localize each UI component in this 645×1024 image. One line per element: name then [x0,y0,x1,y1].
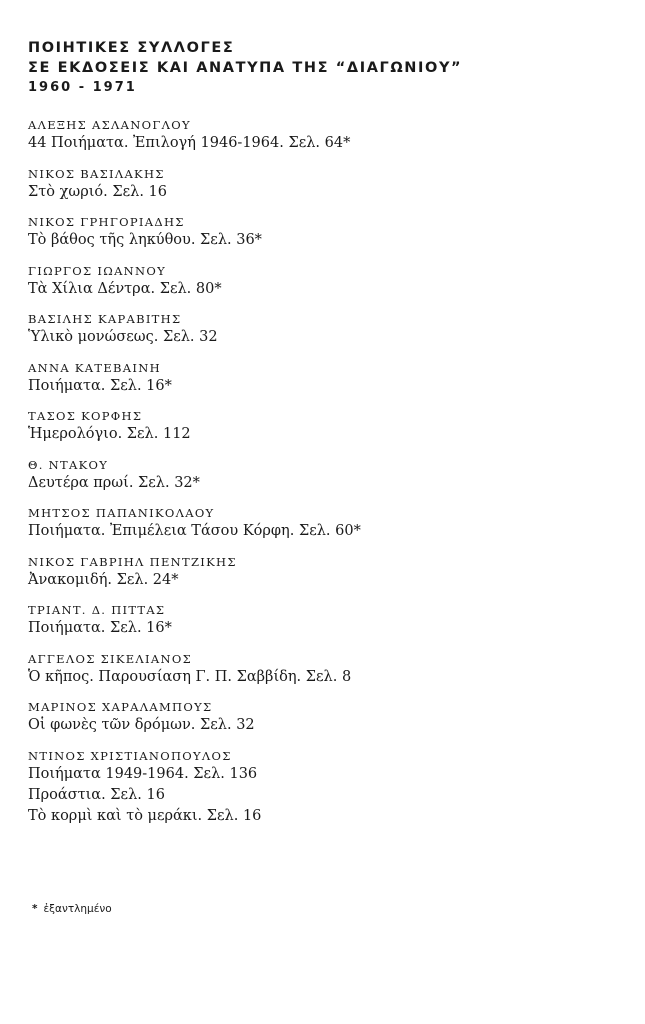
footnote [32,903,112,915]
list-item [28,311,618,348]
work-title: Τὰ Χίλια Δέντρα. Σελ. 80* [28,280,222,297]
list-item [28,117,618,154]
work-title: Προάστια. Σελ. 16 [28,786,165,803]
list-item [28,554,618,591]
author-name: ΤΡΙΑΝΤ. Δ. ΠΙΤΤΑΣ [28,603,166,617]
work-title: Ποιήματα. Ἐπιμέλεια Τάσου Κόρφη. Σελ. 60* [28,523,361,539]
author-name: ΝΙΚΟΣ ΓΑΒΡΙΗΛ ΠΕΝΤΖΙΚΗΣ [28,554,237,569]
heading-years: 1960 - 1971 [28,80,137,95]
author-name: ΜΑΡΙΝΟΣ ΧΑΡΑΛΑΜΠΟΥΣ [28,700,213,714]
work-title: Ποιήματα 1949-1964. Σελ. 136 [28,765,258,782]
list-item [28,748,618,827]
footnote-marker: * [32,903,38,915]
author-name: ΝΙΚΟΣ ΓΡΗΓΟΡΙΑΔΗΣ [28,215,185,229]
list-item [28,505,618,542]
work-title: Ὁ κῆπος. Παρουσίαση Γ. Π. Σαββίδη. Σελ. 8 [28,668,352,685]
work-title: Ποιήματα. Σελ. 16* [28,377,172,394]
heading-subtitle: ΣΕ ΕΚΔΟΣΕΙΣ ΚΑΙ ΑΝΑΤΥΠΑ ΤΗΣ “ΔΙΑΓΩΝΙΟΥ” [28,60,463,76]
work-title: Στὸ χωριό. Σελ. 16 [28,183,168,200]
work-title: Τὸ κορμὶ καὶ τὸ μεράκι. Σελ. 16 [28,807,262,824]
author-name: ΑΝΝΑ ΚΑΤΕΒΑΙΝΗ [28,360,161,375]
publication-list [28,117,618,838]
list-item [28,457,618,494]
work-title: Δευτέρα πρωί. Σελ. 32* [28,474,200,491]
author-name: ΜΗΤΣΟΣ ΠΑΠΑΝΙΚΟΛΑΟΥ [28,506,215,520]
page-heading [28,38,462,98]
list-item [28,408,618,445]
author-name: ΝΤΙΝΟΣ ΧΡΙΣΤΙΑΝΟΠΟΥΛΟΣ [28,748,232,763]
heading-title: ΠΟΙΗΤΙΚΕΣ ΣΥΛΛΟΓΕΣ [28,40,235,56]
list-item [28,360,618,397]
list-item [28,214,618,251]
work-title: Τὸ βάθος τῆς ληκύθου. Σελ. 36* [28,232,262,248]
author-name: ΑΓΓΕΛΟΣ ΣΙΚΕΛΙΑΝΟΣ [28,651,193,666]
author-name: ΒΑΣΙΛΗΣ ΚΑΡΑΒΙΤΗΣ [28,312,182,326]
list-item [28,699,618,736]
list-item [28,166,618,203]
author-name: ΓΙΩΡΓΟΣ ΙΩΑΝΝΟΥ [28,263,167,278]
author-name: ΑΛΕΞΗΣ ΑΣΛΑΝΟΓΛΟΥ [28,118,191,132]
work-title: Οἱ φωνὲς τῶν δρόμων. Σελ. 32 [28,717,255,733]
work-title: Ὑλικὸ μονώσεως. Σελ. 32 [28,329,218,345]
list-item [28,602,618,639]
list-item [28,651,618,688]
author-name: ΤΑΣΟΣ ΚΟΡΦΗΣ [28,409,143,423]
author-name: ΝΙΚΟΣ ΒΑΣΙΛΑΚΗΣ [28,166,165,181]
footnote-text: ἐξαντλημένο [43,903,112,915]
work-title: Ποιήματα. Σελ. 16* [28,620,172,636]
author-name: Θ. ΝΤΑΚΟΥ [28,457,109,472]
work-title: 44 Ποιήματα. Ἐπιλογή 1946-1964. Σελ. 64* [28,135,351,151]
list-item [28,263,618,300]
work-title: Ἡμερολόγιο. Σελ. 112 [28,426,191,442]
work-title: Ἀνακομιδή. Σελ. 24* [28,571,179,588]
